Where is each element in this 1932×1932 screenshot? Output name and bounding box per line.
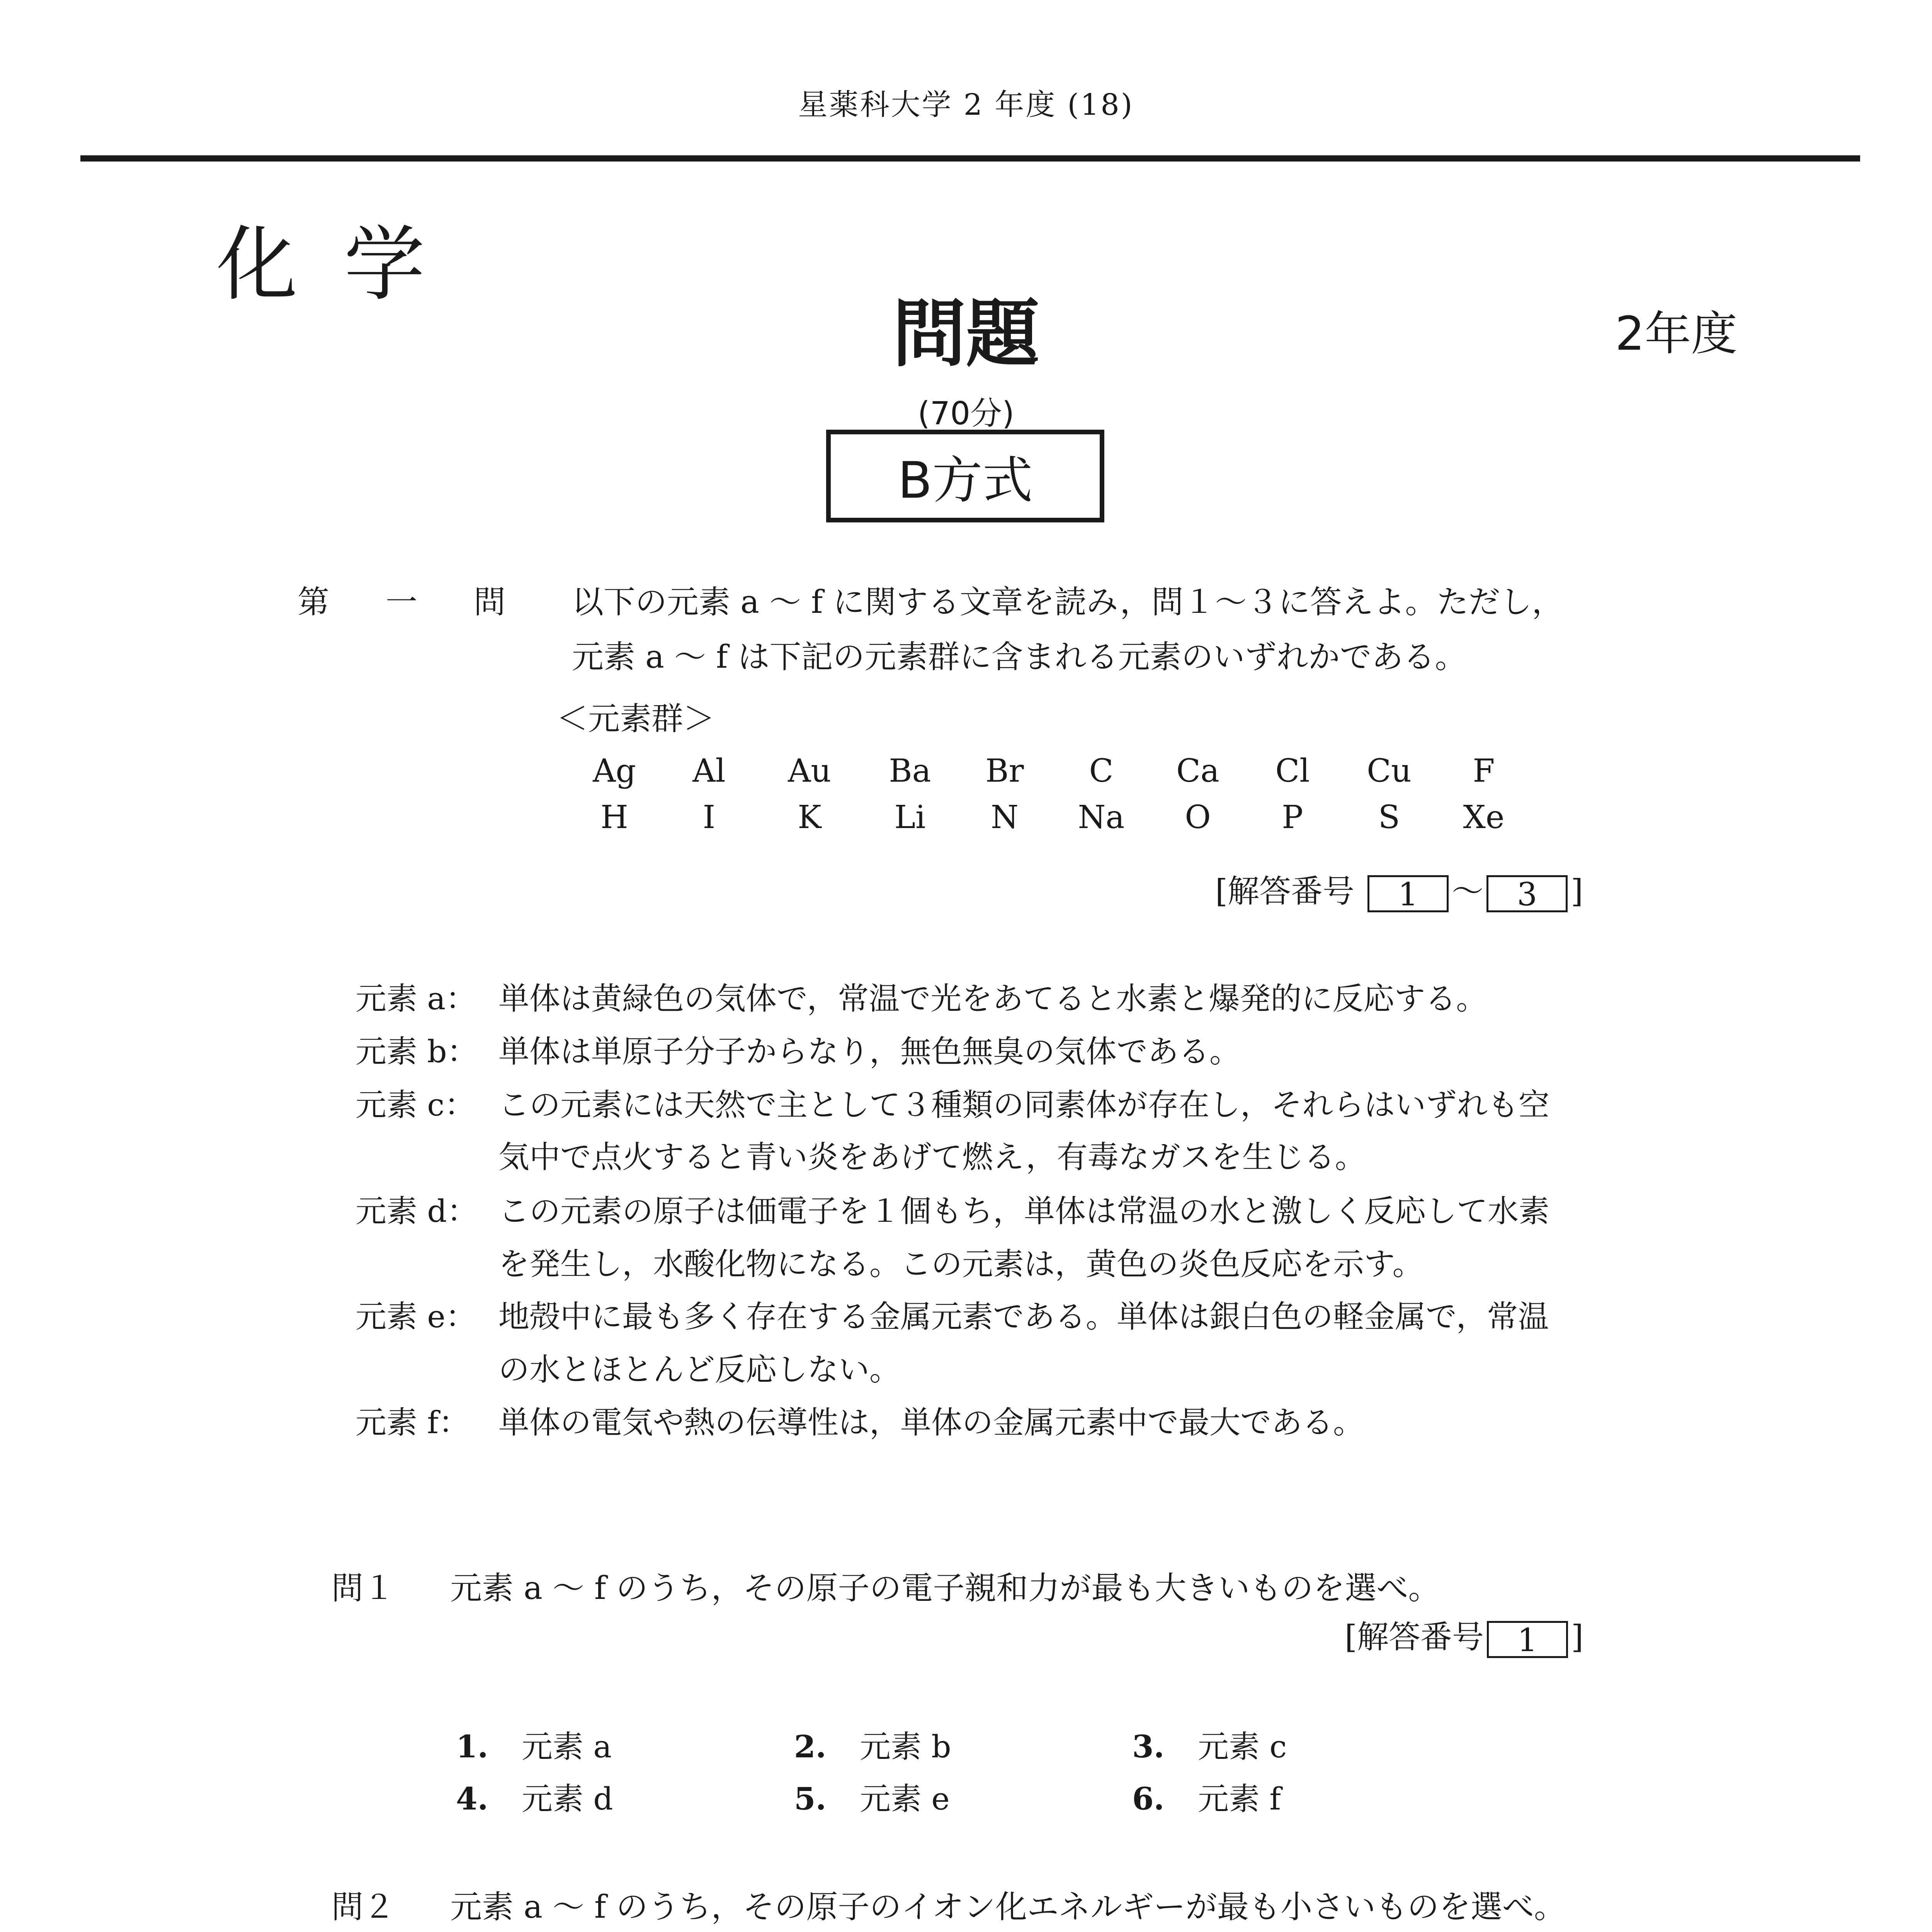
answer-range-suffix: ] bbox=[1571, 873, 1583, 910]
page-header: 星薬科大学 2 年度 (18) bbox=[798, 87, 1134, 122]
element-symbol: Cl bbox=[1275, 753, 1310, 789]
element-symbol: H bbox=[600, 799, 628, 836]
description-label: 元素 a： bbox=[355, 981, 477, 1017]
choice-text: 元素 a bbox=[522, 1729, 612, 1765]
description-label: 元素 c： bbox=[355, 1087, 476, 1123]
main-title: 問題 bbox=[892, 291, 1039, 377]
answer-suffix: ] bbox=[1571, 1619, 1583, 1656]
element-symbol: Al bbox=[692, 753, 726, 789]
element-symbol: Ba bbox=[889, 753, 931, 789]
choice-number: 5. bbox=[794, 1781, 827, 1817]
header-divider bbox=[80, 155, 1860, 162]
element-symbol: Li bbox=[894, 799, 926, 836]
choice-text: 元素 b bbox=[860, 1729, 951, 1765]
description-label: 元素 d： bbox=[355, 1193, 478, 1229]
choice-item bbox=[1132, 1728, 1287, 1765]
element-symbol: Au bbox=[787, 753, 832, 789]
question-label: 第 一 問 bbox=[298, 584, 529, 621]
choice-item bbox=[794, 1728, 951, 1765]
description-text: 気中で点火すると青い炎をあげて燃え，有毒なガスを生じる。 bbox=[498, 1139, 1366, 1175]
choice-number: 2. bbox=[794, 1728, 827, 1765]
element-symbol: I bbox=[702, 799, 716, 836]
answer-range bbox=[1215, 875, 1583, 912]
intro-line-2: 元素 a 〜 f は下記の元素群に含まれる元素のいずれかである。 bbox=[572, 639, 1467, 675]
description-text: 単体は単原子分子からなり，無色無臭の気体である。 bbox=[498, 1034, 1240, 1070]
choice-text: 元素 f bbox=[1198, 1781, 1281, 1817]
choice-item bbox=[456, 1783, 613, 1815]
method-label: B方式 bbox=[898, 451, 1033, 510]
description-text: この元素には天然で主として３種類の同素体が存在し，それらはいずれも空 bbox=[498, 1087, 1549, 1123]
description-text: この元素の原子は価電子を１個もち，単体は常温の水と激しく反応して水素 bbox=[498, 1193, 1549, 1229]
method-box bbox=[826, 430, 1104, 522]
subject-title: 化学 bbox=[216, 217, 472, 312]
element-symbol: N bbox=[991, 799, 1019, 836]
answer-box: 1 bbox=[1367, 875, 1449, 912]
year-label: 2年度 bbox=[1615, 307, 1738, 361]
element-symbol: O bbox=[1185, 799, 1211, 836]
choice-item bbox=[794, 1783, 950, 1815]
description-text: 単体は黄緑色の気体で，常温で光をあてると水素と爆発的に反応する。 bbox=[498, 981, 1487, 1017]
answer-prefix: [解答番号 bbox=[1345, 1619, 1484, 1656]
description-text: の水とほとんど反応しない。 bbox=[498, 1352, 900, 1388]
choice-number: 4. bbox=[456, 1781, 488, 1817]
answer-number bbox=[1345, 1621, 1583, 1658]
choice-item bbox=[1132, 1783, 1281, 1815]
choice-number: 3. bbox=[1132, 1728, 1165, 1765]
subquestion-text: 元素 a 〜 f のうち，その原子の電子親和力が最も大きいものを選べ。 bbox=[450, 1570, 1440, 1607]
element-symbol: Br bbox=[985, 753, 1024, 789]
element-symbol: Xe bbox=[1463, 799, 1505, 836]
choice-text: 元素 d bbox=[522, 1781, 613, 1817]
element-symbol: Ag bbox=[593, 753, 636, 789]
choice-number: 6. bbox=[1132, 1781, 1165, 1817]
duration-label: (70分) bbox=[917, 395, 1015, 432]
element-group-label: ＜元素群＞ bbox=[556, 701, 715, 737]
element-symbol: P bbox=[1282, 799, 1303, 836]
description-text: を発生し，水酸化物になる。この元素は，黄色の炎色反応を示す。 bbox=[498, 1246, 1423, 1282]
description-text: 地殻中に最も多く存在する金属元素である。単体は銀白色の軽金属で，常温 bbox=[498, 1299, 1549, 1335]
description-label: 元素 e： bbox=[355, 1299, 476, 1335]
subquestion-label: 問１ bbox=[332, 1570, 395, 1607]
choice-text: 元素 e bbox=[860, 1781, 950, 1817]
description-text: 単体の電気や熱の伝導性は，単体の金属元素中で最大である。 bbox=[498, 1405, 1364, 1440]
answer-box: 1 bbox=[1487, 1621, 1568, 1658]
element-symbol: K bbox=[798, 799, 821, 836]
answer-range-prefix: [解答番号 bbox=[1215, 873, 1354, 910]
element-symbol: Na bbox=[1078, 799, 1125, 836]
element-symbol: S bbox=[1378, 799, 1400, 836]
element-symbol: C bbox=[1089, 753, 1114, 789]
element-symbol: Cu bbox=[1367, 753, 1412, 789]
choice-number: 1. bbox=[456, 1728, 488, 1765]
description-label: 元素 b： bbox=[355, 1034, 478, 1070]
element-symbol: Ca bbox=[1176, 753, 1219, 789]
answer-range-separator: 〜 bbox=[1452, 873, 1484, 910]
choice-text: 元素 c bbox=[1198, 1729, 1287, 1765]
answer-box: 3 bbox=[1486, 875, 1568, 912]
intro-line-1: 以下の元素 a 〜 f に関する文章を読み，問１〜３に答えよ。ただし， bbox=[572, 584, 1564, 621]
subquestion-label: 問２ bbox=[332, 1889, 395, 1925]
choice-item bbox=[456, 1728, 612, 1765]
element-symbol: F bbox=[1473, 753, 1495, 789]
subquestion-text: 元素 a 〜 f のうち，その原子のイオン化エネルギーが最も小さいものを選べ。 bbox=[450, 1889, 1566, 1925]
description-label: 元素 f： bbox=[355, 1405, 470, 1440]
